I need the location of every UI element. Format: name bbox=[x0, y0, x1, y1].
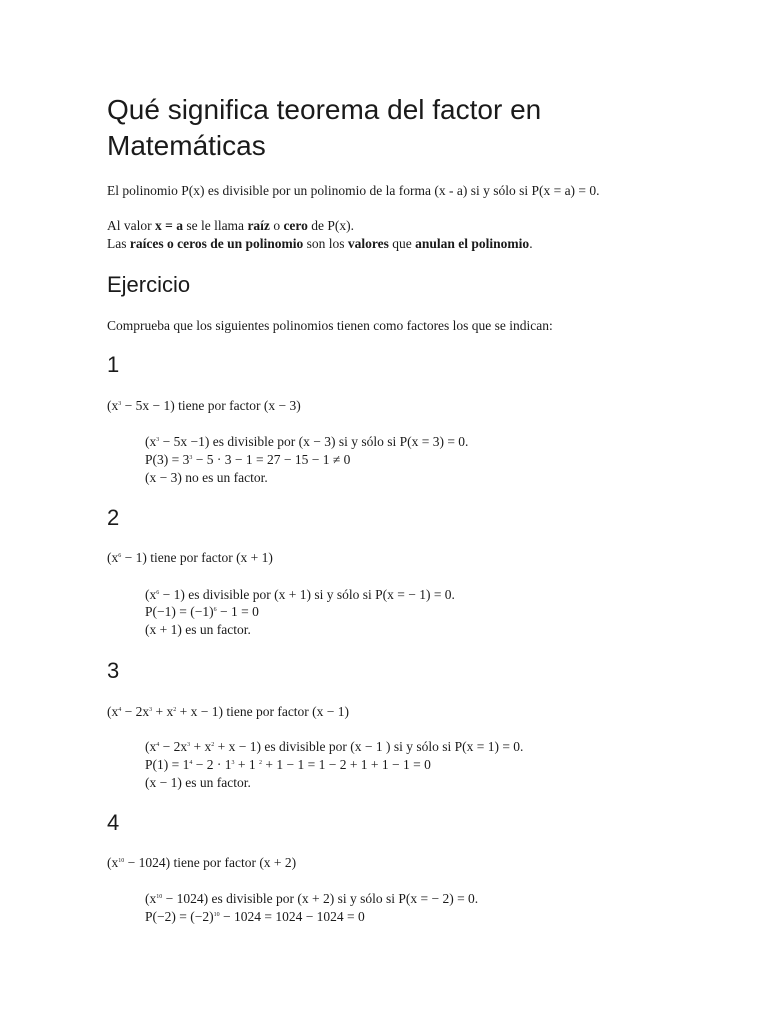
problem-2-line-1: $(x^6 - 1)$ es divisible por (x + 1) si y sólo si P(x = − 1) = 0. bbox=[145, 587, 455, 602]
problem-2-statement: $(x^6 - 1)$ tiene por factor (x + 1) bbox=[107, 550, 273, 565]
problem-3-line-1: $(x^4 - 2x^3 + x^2 + x - 1)$ es divisible por (x − 1 ) si y sólo si P(x = 1) = 0. bbox=[145, 739, 524, 754]
problem-3-number: 3 bbox=[107, 658, 120, 683]
roots-definition: Las raíces o ceros de un polinomio son los valores que anulan el polinomio. bbox=[107, 236, 533, 251]
problem-4-statement: $(x^{10} - 1024)$ tiene por factor (x + 2) bbox=[107, 855, 297, 870]
problem-4-line-1: $(x^{10} - 1024)$ es divisible por (x + 2) si y sólo si P(x = − 2) = 0. bbox=[145, 891, 479, 906]
problem-3-line-3: (x − 1) es un factor. bbox=[145, 775, 251, 790]
intro-paragraph: El polinomio P(x) es divisible por un polinomio de la forma (x - a) si y sólo si P(x = a) = 0. bbox=[107, 183, 600, 198]
problem-3-line-2: $P(1) = 1^4 - 2 \cdot 1^3 + 1$ $^2$ + 1 − 1 = 1 − 2 + 1 + 1 − 1 = 0 bbox=[145, 757, 431, 772]
problem-1-line-2: $P(3) = 3^3 - 5 \cdot 3 - 1 = 27 - 15 - 1 \ne 0$ bbox=[145, 452, 351, 467]
problem-3-statement: $(x^4 - 2x^3 + x^2 + x - 1)$ tiene por factor (x − 1) bbox=[107, 704, 350, 719]
problem-4-number: 4 bbox=[107, 810, 120, 835]
page-title: Qué significa teorema del factor en Matemáticas bbox=[107, 94, 542, 161]
problem-1-line-1: $(x^3 - 5x -1)$ es divisible por (x − 3) si y sólo si P(x = 3) = 0. bbox=[145, 434, 469, 449]
problem-1-statement: $(x^3 - 5x - 1)$ tiene por factor (x − 3) bbox=[107, 398, 301, 413]
exercise-instruction: Comprueba que los siguientes polinomios tienen como factores los que se indican: bbox=[107, 318, 553, 333]
problem-2-number: 2 bbox=[107, 505, 120, 530]
exercise-heading: Ejercicio bbox=[107, 272, 191, 297]
problem-2-line-3: (x + 1) es un factor. bbox=[145, 622, 251, 637]
problem-1-number: 1 bbox=[107, 352, 120, 377]
problem-1-line-3: (x − 3) no es un factor. bbox=[145, 470, 268, 485]
problem-2-line-2: $P(-1) = (-1)^6 - 1 = 0$ bbox=[145, 604, 259, 619]
root-definition: Al valor x = a se le llama raíz o cero de P(x). bbox=[107, 218, 355, 233]
problem-4-line-2: $P(-2) = (-2)^{10} - 1024 = 1024 - 1024 = 0$ bbox=[145, 909, 365, 924]
